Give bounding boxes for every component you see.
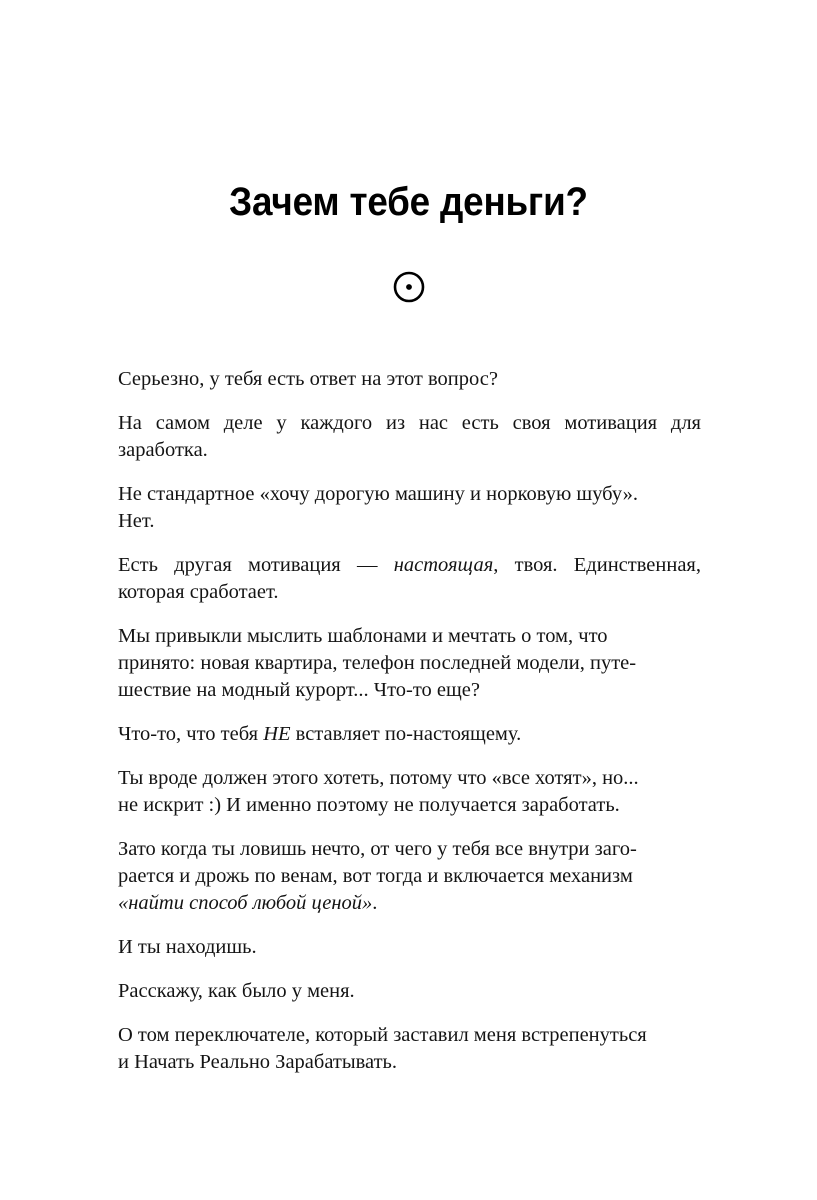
paragraph-8 <box>118 836 701 917</box>
circle-dot-ornament-icon <box>392 270 426 304</box>
paragraph-line: рается и дрожь по венам, вот тогда и включается механизм <box>118 865 633 887</box>
paragraph-7 <box>118 765 701 819</box>
paragraph-10 <box>118 978 701 1005</box>
paragraph-text: Расскажу, как было у меня. <box>118 980 355 1002</box>
paragraph-6 <box>118 721 701 748</box>
emphasis-text: НЕ <box>263 723 291 745</box>
page-title: Зачем тебе деньги? <box>229 179 588 224</box>
paragraph-text-run: . <box>372 892 378 914</box>
paragraph-line: Нет. <box>118 510 155 532</box>
paragraph-line: шествие на модный курорт... Что-то еще? <box>118 679 480 701</box>
body-text-column <box>118 366 701 1076</box>
paragraph-line: принято: новая квартира, телефон последней модели, путе- <box>118 652 637 674</box>
paragraph-line: Зато когда ты ловишь нечто, от чего у тебя все внутри заго- <box>118 838 637 860</box>
paragraph-2 <box>118 410 701 464</box>
paragraph-4 <box>118 552 701 606</box>
paragraph-line: и Начать Реально Зарабатывать. <box>118 1051 398 1073</box>
paragraph-text: На самом деле у каждого из нас есть своя мотивация для заработка. <box>118 412 701 461</box>
paragraph-line: не искрит :) И именно поэтому не получается заработать. <box>118 794 620 816</box>
paragraph-text-run: Что-то, что тебя <box>118 723 264 745</box>
paragraph-1 <box>118 366 701 393</box>
paragraph-text-run: , твоя. Единственная, которая сработает. <box>118 554 701 603</box>
paragraph-9 <box>118 934 701 961</box>
paragraph-line: О том переключателе, который заставил меня встрепенуться <box>118 1024 647 1046</box>
paragraph-text: Серьезно, у тебя есть ответ на этот вопрос? <box>118 368 498 390</box>
emphasis-text: настоящая <box>393 554 494 576</box>
ornament-container <box>0 270 817 304</box>
paragraph-line: Ты вроде должен этого хотеть, потому что «все хотят», но... <box>118 767 639 789</box>
paragraph-line: Мы привыкли мыслить шаблонами и мечтать о том, что <box>118 625 608 647</box>
emphasis-text: «найти способ любой ценой» <box>118 892 373 914</box>
paragraph-text: И ты находишь. <box>118 936 257 958</box>
paragraph-3 <box>118 481 701 535</box>
paragraph-text-run: Есть другая мотивация — <box>118 554 394 576</box>
paragraph-line <box>118 890 701 917</box>
paragraph-text-run: вставляет по-настоящему. <box>290 723 522 745</box>
paragraph-line: Не стандартное «хочу дорогую машину и норковую шубу». <box>118 483 638 505</box>
paragraph-5 <box>118 623 701 704</box>
paragraph-11 <box>118 1022 701 1076</box>
